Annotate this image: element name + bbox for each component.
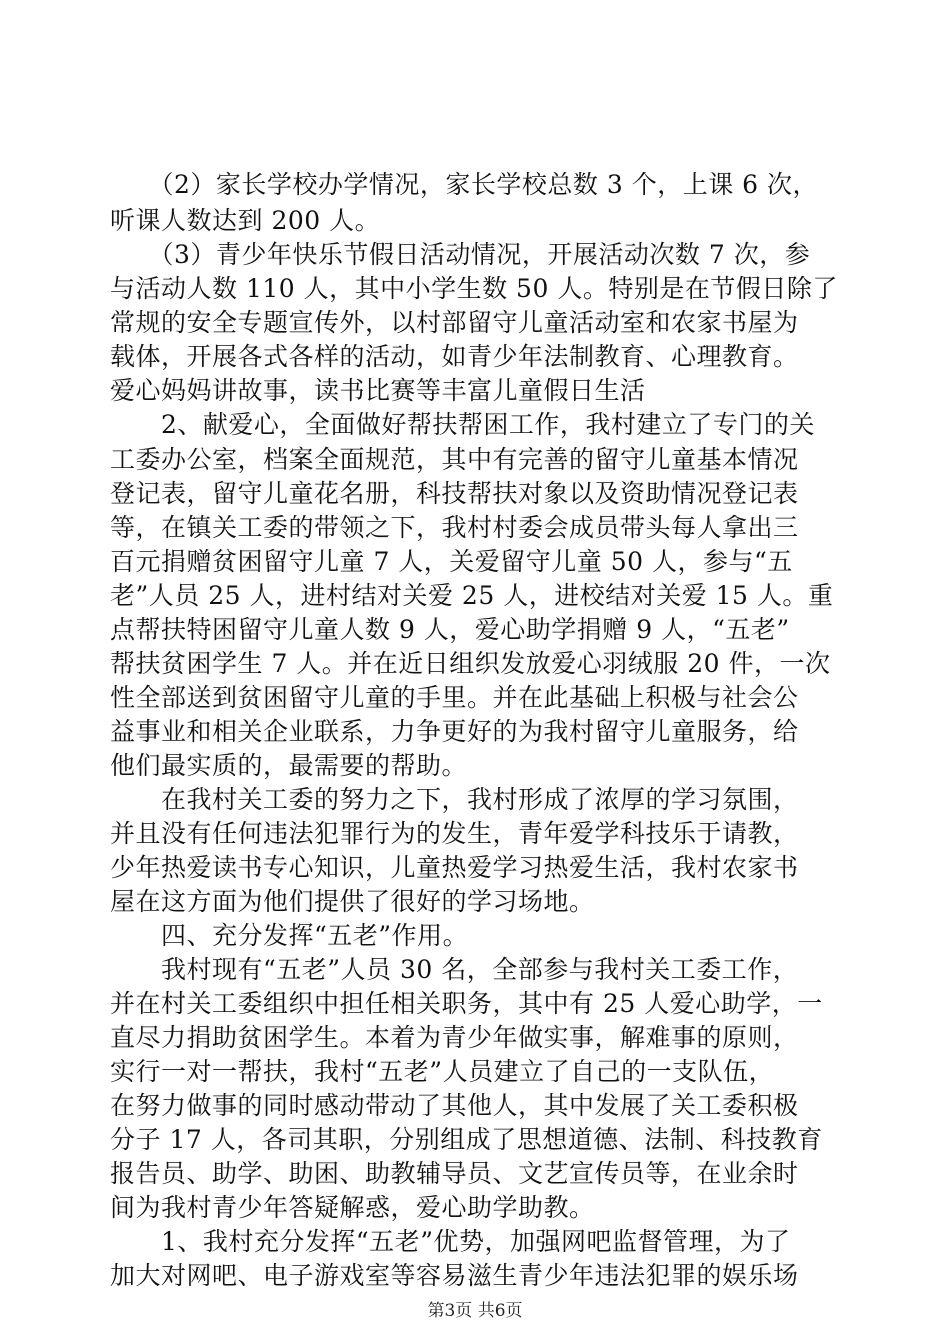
text-line: 常规的安全专题宣传外，以村部留守儿童活动室和农家书屋为	[110, 308, 799, 337]
text-line: 爱心妈妈讲故事，读书比赛等丰富儿童假日生活	[110, 376, 646, 405]
text-line: 点帮扶特困留守儿童人数 9 人，爱心助学捐赠 9 人，“五老”	[110, 615, 790, 644]
text-line: 分子 17 人，各司其职，分别组成了思想道德、法制、科技教育	[110, 1125, 823, 1154]
text-line: 老”人员 25 人，进村结对关爱 25 人，进校结对关爱 15 人。重	[110, 581, 834, 610]
text-line: 少年热爱读书专心知识，儿童热爱学习热爱生活，我村农家书	[110, 853, 799, 882]
text-line: 并且没有任何违法犯罪行为的发生，青年爱学科技乐于请教，	[110, 819, 799, 848]
text-line: 报告员、助学、助困、助教辅导员、文艺宣传员等，在业余时	[110, 1159, 799, 1188]
text-line: 他们最实质的，最需要的帮助。	[110, 751, 468, 780]
text-line: 百元捐赠贫困留守儿童 7 人，关爱留守儿童 50 人，参与“五	[110, 547, 793, 576]
text-line: 并在村关工委组织中担任相关职务，其中有 25 人爱心助学，一	[110, 989, 823, 1018]
text-line: 我村现有“五老”人员 30 名，全部参与我村关工委工作，	[110, 955, 799, 984]
text-line: 听课人数达到 200 人。	[110, 206, 381, 235]
text-line: 工委办公室，档案全面规范，其中有完善的留守儿童基本情况	[110, 445, 799, 474]
text-line: 直尽力捐助贫困学生。本着为青少年做实事，解难事的原则，	[110, 1023, 799, 1052]
text-line: 实行一对一帮扶，我村“五老”人员建立了自己的一支队伍，	[110, 1057, 775, 1086]
text-line: 等，在镇关工委的带领之下，我村村委会成员带头每人拿出三	[110, 513, 799, 542]
text-line: 2、献爱心，全面做好帮扶帮困工作，我村建立了专门的关	[110, 410, 815, 439]
page-number-footer: 第3页 共6页	[427, 1301, 523, 1321]
text-line: 性全部送到贫困留守儿童的手里。并在此基础上积极与社会公	[110, 683, 799, 712]
text-line: 与活动人数 110 人，其中小学生数 50 人。特别是在节假日除了	[110, 274, 838, 303]
text-line: 1、我村充分发挥“五老”优势，加强网吧监督管理，为了	[110, 1227, 791, 1256]
text-line: 登记表，留守儿童花名册，科技帮扶对象以及资助情况登记表	[110, 479, 799, 508]
text-line: 载体，开展各式各样的活动，如青少年法制教育、心理教育。	[110, 342, 799, 371]
text-line: （2）家长学校办学情况，家长学校总数 3 个，上课 6 次，	[110, 170, 819, 199]
text-line: 在我村关工委的努力之下，我村形成了浓厚的学习氛围，	[110, 785, 799, 814]
text-line: 在努力做事的同时感动带动了其他人，其中发展了关工委积极	[110, 1091, 799, 1120]
text-line: 益事业和相关企业联系，力争更好的为我村留守儿童服务，给	[110, 717, 799, 746]
text-line: 间为我村青少年答疑解惑，爱心助学助教。	[110, 1193, 595, 1222]
text-line: 屋在这方面为他们提供了很好的学习场地。	[110, 887, 595, 916]
text-line: 加大对网吧、电子游戏室等容易滋生青少年违法犯罪的娱乐场	[110, 1261, 799, 1290]
section-heading: 四、充分发挥“五老”作用。	[110, 921, 469, 950]
text-line: 帮扶贫困学生 7 人。并在近日组织发放爱心羽绒服 20 件，一次	[110, 649, 831, 678]
text-line: （3）青少年快乐节假日活动情况，开展活动次数 7 次，参	[110, 240, 811, 269]
